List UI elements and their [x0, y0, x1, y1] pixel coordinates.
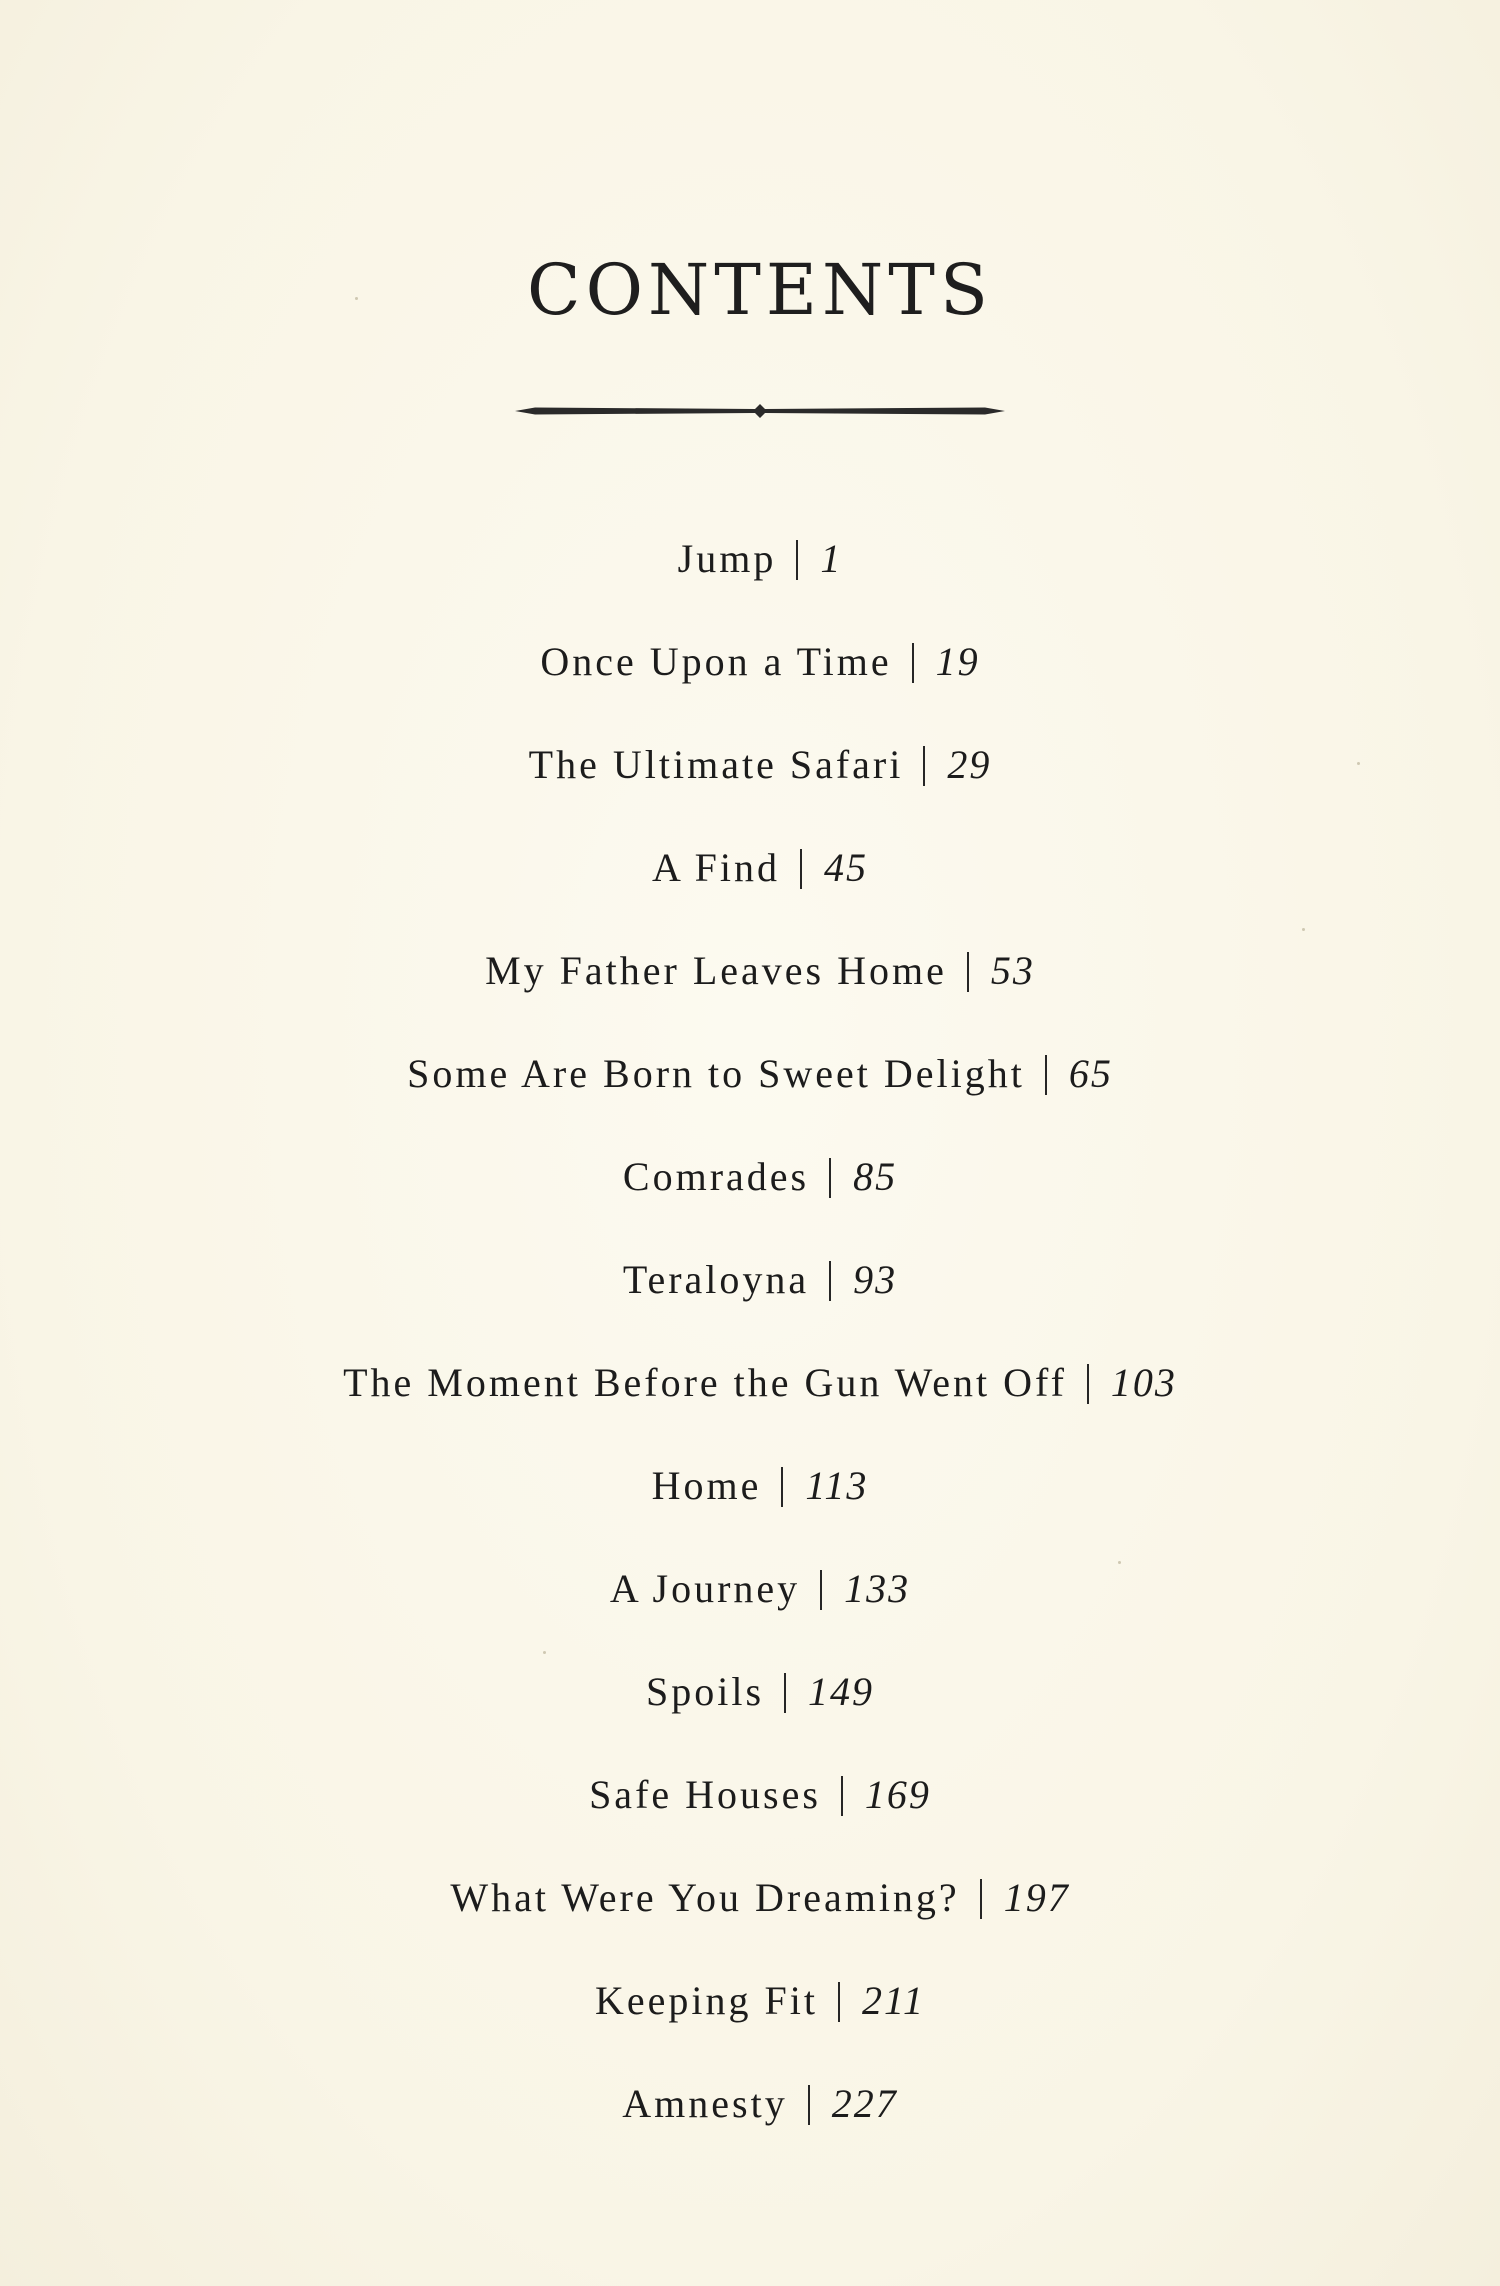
toc-entry-title: Once Upon a Time — [540, 639, 892, 684]
separator-bar — [967, 952, 969, 992]
separator-bar — [829, 1158, 831, 1198]
separator-bar — [829, 1261, 831, 1301]
toc-entry-title: My Father Leaves Home — [485, 948, 947, 993]
separator-bar — [820, 1570, 822, 1610]
toc-entry — [0, 1148, 1500, 1251]
toc-entry — [0, 839, 1500, 942]
toc-entry — [0, 1251, 1500, 1354]
toc-entry-title: A Find — [651, 845, 781, 890]
toc-entry-page-number: 227 — [831, 2081, 898, 2126]
separator-bar — [980, 1879, 982, 1919]
separator-bar — [796, 540, 798, 580]
toc-entry — [0, 1972, 1500, 2075]
toc-entry-title: Safe Houses — [589, 1772, 821, 1817]
toc-entry-page-number: 211 — [861, 1978, 925, 2023]
toc-entry-page-number: 197 — [1003, 1875, 1070, 1920]
separator-bar — [912, 643, 914, 683]
toc-entry-page-number: 93 — [853, 1257, 898, 1302]
separator-bar — [838, 1982, 840, 2022]
separator-bar — [1045, 1055, 1047, 1095]
toc-entry-page-number: 1 — [820, 536, 843, 581]
toc-entry — [0, 942, 1500, 1045]
toc-entry-page-number: 45 — [824, 845, 869, 890]
toc-entry — [0, 1457, 1500, 1560]
toc-entry-page-number: 169 — [864, 1772, 931, 1817]
toc-entry — [0, 1766, 1500, 1869]
toc-entry-title: A Journey — [609, 1566, 801, 1611]
toc-entry — [0, 2075, 1500, 2178]
decorative-rule-icon — [515, 398, 1005, 424]
separator-bar — [784, 1673, 786, 1713]
toc-entry-title: The Moment Before the Gun Went Off — [343, 1360, 1067, 1405]
toc-entry-title: Jump — [677, 536, 777, 581]
toc-entry — [0, 1045, 1500, 1148]
table-of-contents — [0, 530, 1500, 2178]
toc-entry-title: Teraloyna — [622, 1257, 810, 1302]
separator-bar — [800, 849, 802, 889]
toc-entry-title: Amnesty — [622, 2081, 788, 2126]
toc-entry — [0, 530, 1500, 633]
toc-entry-page-number: 19 — [935, 639, 980, 684]
toc-entry-title: What Were You Dreaming? — [450, 1875, 960, 1920]
separator-bar — [841, 1776, 843, 1816]
toc-entry-page-number: 133 — [844, 1566, 911, 1611]
toc-entry — [0, 1560, 1500, 1663]
toc-entry — [0, 1354, 1500, 1457]
toc-entry-page-number: 85 — [853, 1154, 898, 1199]
toc-entry — [0, 1663, 1500, 1766]
toc-entry — [0, 633, 1500, 736]
toc-entry-page-number: 65 — [1068, 1051, 1113, 1096]
toc-entry — [0, 736, 1500, 839]
toc-entry-title: The Ultimate Safari — [528, 742, 904, 787]
toc-entry-title: Some Are Born to Sweet Delight — [407, 1051, 1025, 1096]
toc-entry-page-number: 103 — [1110, 1360, 1177, 1405]
page-title: CONTENTS — [527, 248, 993, 331]
toc-entry-title: Comrades — [622, 1154, 810, 1199]
toc-entry-title: Home — [651, 1463, 762, 1508]
separator-bar — [1087, 1364, 1089, 1404]
toc-entry-page-number: 149 — [808, 1669, 875, 1714]
toc-entry-title: Spoils — [645, 1669, 765, 1714]
separator-bar — [781, 1467, 783, 1507]
toc-entry-title: Keeping Fit — [594, 1978, 818, 2023]
toc-entry-page-number: 53 — [990, 948, 1035, 993]
toc-entry-page-number: 29 — [947, 742, 992, 787]
separator-bar — [808, 2085, 810, 2125]
toc-entry-page-number: 113 — [805, 1463, 869, 1508]
toc-entry — [0, 1869, 1500, 1972]
separator-bar — [923, 746, 925, 786]
